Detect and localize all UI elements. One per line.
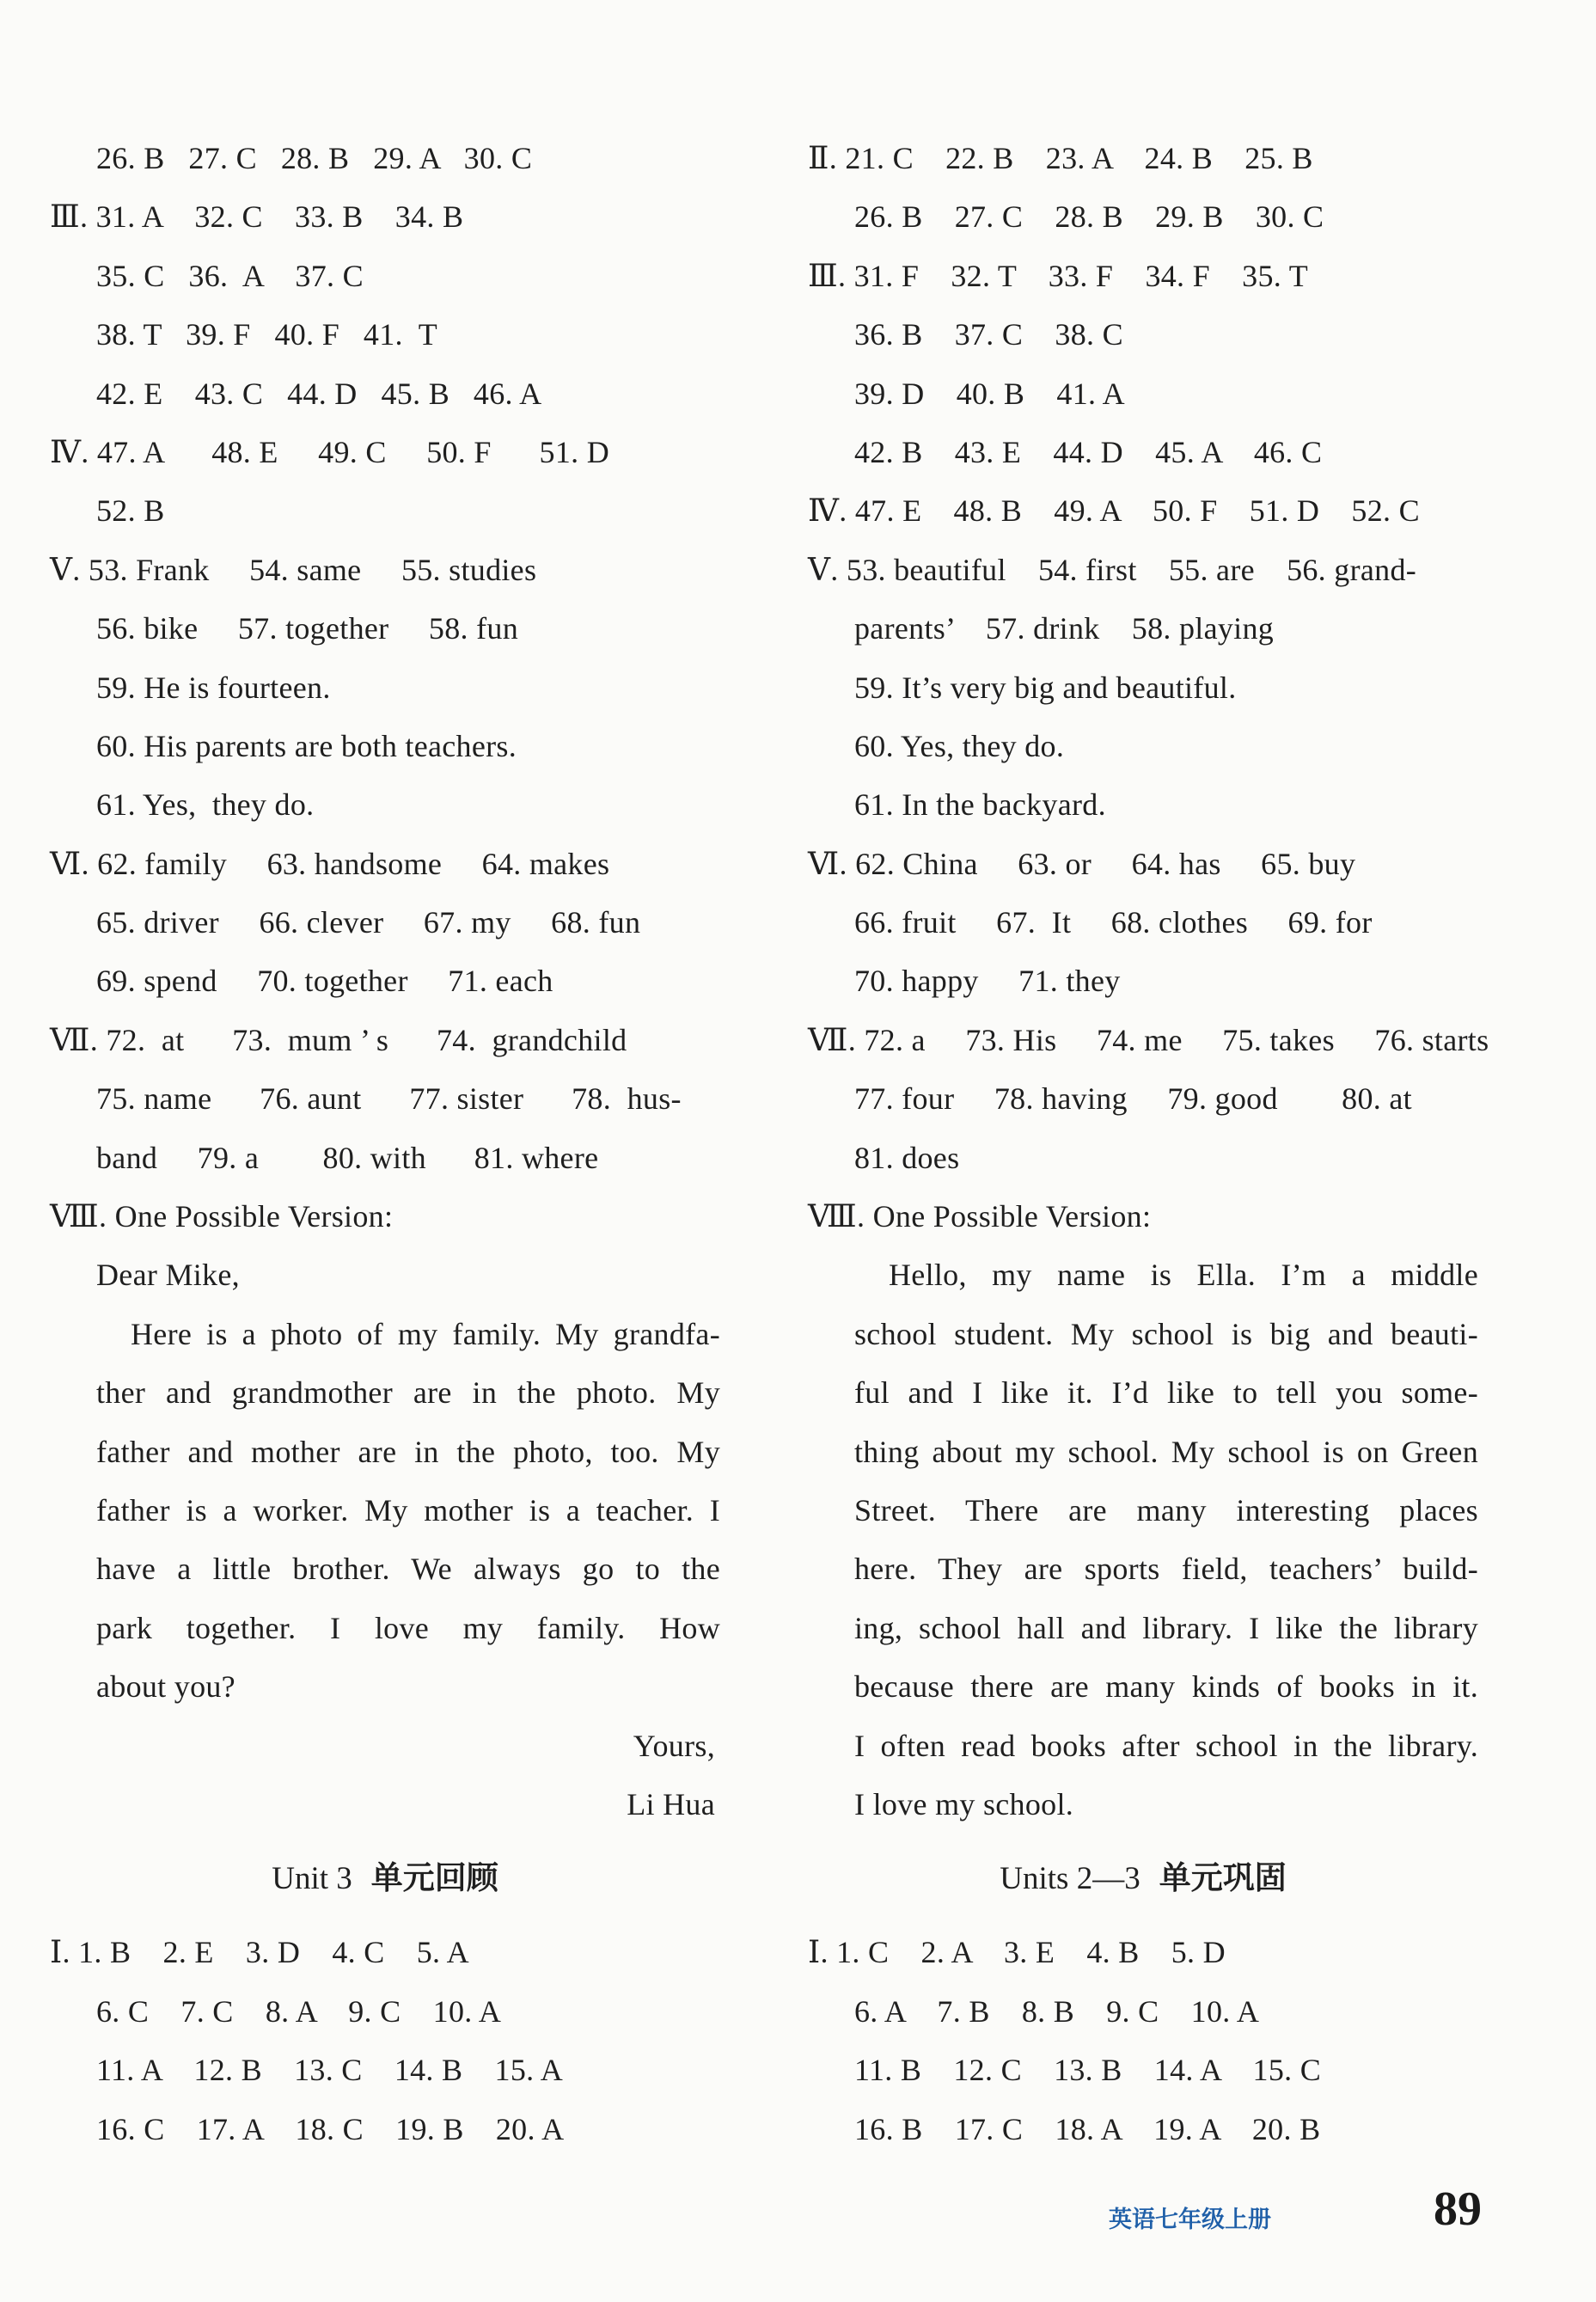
heading-title: 单元回顾	[370, 1859, 498, 1897]
answer-line: Ⅶ. 72. a 73. His 74. me 75. takes 76. starts	[808, 1022, 1489, 1057]
page-number: 89	[1434, 2183, 1482, 2236]
essay-line: thing about my school. My school is on Green	[854, 1434, 1478, 1469]
answer-line: 42. E 43. C 44. D 45. B 46. A	[96, 376, 542, 411]
section-heading-unit-3	[50, 1834, 720, 1923]
answer-line: band 79. a 80. with 81. where	[96, 1140, 599, 1175]
answer-line: Ⅲ. 31. A 32. C 33. B 34. B	[50, 199, 464, 235]
essay-line: I often read books after school in the library.	[854, 1728, 1478, 1763]
answer-line: 16. B 17. C 18. A 19. A 20. B	[854, 2111, 1321, 2146]
answer-line: 39. D 40. B 41. A	[854, 376, 1125, 411]
answer-line: 16. C 17. A 18. C 19. B 20. A	[96, 2111, 565, 2146]
left-column	[50, 129, 720, 2158]
letter-greeting: Dear Mike,	[96, 1258, 240, 1293]
answer-line: 6. C 7. C 8. A 9. C 10. A	[96, 1993, 502, 2029]
answer-line: 11. B 12. C 13. B 14. A 15. C	[854, 2053, 1322, 2088]
essay-line: here. They are sports field, teachers’ build-	[854, 1552, 1478, 1587]
answer-line: parents’ 57. drink 58. playing	[854, 611, 1275, 646]
essay-line: school student. My school is big and beauti-	[854, 1316, 1478, 1351]
answer-line: 61. In the backyard.	[854, 787, 1106, 823]
essay-line: ful and I like it. I’d like to tell you some-	[854, 1375, 1478, 1411]
letter-signature: Li Hua	[627, 1786, 715, 1821]
heading-title: 单元巩固	[1159, 1859, 1287, 1897]
essay-line: Street. There are many interesting places	[854, 1492, 1478, 1528]
answer-line: 66. fruit 67. It 68. clothes 69. for	[854, 905, 1373, 940]
answer-line: 11. A 12. B 13. C 14. B 15. A	[96, 2053, 564, 2088]
answer-line: 52. B	[96, 493, 165, 529]
answer-line: Ⅵ. 62. family 63. handsome 64. makes	[50, 846, 610, 881]
letter-line: have a little brother. We always go to the	[96, 1552, 720, 1587]
essay-line: I love my school.	[854, 1786, 1074, 1821]
answer-line: Ⅲ. 31. F 32. T 33. F 34. F 35. T	[808, 258, 1309, 293]
answer-line: 60. Yes, they do.	[854, 728, 1065, 763]
answer-line: 65. driver 66. clever 67. my 68. fun	[96, 905, 641, 940]
letter-line: ther and grandmother are in the photo. My	[96, 1375, 720, 1411]
section-label: Ⅷ. One Possible Version:	[50, 1199, 394, 1234]
answer-line: 35. C 36. A 37. C	[96, 258, 364, 293]
section-heading-units-2-3	[808, 1834, 1478, 1923]
letter-line: father is a worker. My mother is a teacher. I	[96, 1492, 720, 1528]
answer-line: 70. happy 71. they	[854, 964, 1121, 999]
answer-line: 26. B 27. C 28. B 29. B 30. C	[854, 199, 1324, 235]
answer-line: 60. His parents are both teachers.	[96, 728, 517, 763]
answer-line: Ⅰ. 1. C 2. A 3. E 4. B 5. D	[808, 1935, 1226, 1970]
answer-line: Ⅰ. 1. B 2. E 3. D 4. C 5. A	[50, 1935, 469, 1970]
answer-line: 42. B 43. E 44. D 45. A 46. C	[854, 434, 1323, 469]
answer-line: 59. He is fourteen.	[96, 670, 331, 705]
letter-line: Here is a photo of my family. My grandfa-	[131, 1316, 720, 1351]
answer-line: 38. T 39. F 40. F 41. T	[96, 317, 438, 352]
answer-line: Ⅴ. 53. beautiful 54. first 55. are 56. grand-	[808, 552, 1417, 587]
answer-line: 56. bike 57. together 58. fun	[96, 611, 519, 646]
answer-line: 59. It’s very big and beautiful.	[854, 670, 1237, 705]
answer-line: 61. Yes, they do.	[96, 787, 315, 823]
letter-line: park together. I love my family. How	[96, 1610, 720, 1645]
answer-line: Ⅳ. 47. A 48. E 49. C 50. F 51. D	[50, 434, 610, 469]
letter-line: about you?	[96, 1669, 235, 1705]
answer-line: 6. A 7. B 8. B 9. C 10. A	[854, 1993, 1260, 2029]
answer-line: Ⅱ. 21. C 22. B 23. A 24. B 25. B	[808, 141, 1313, 175]
right-column	[808, 129, 1489, 2158]
letter-closing: Yours,	[633, 1728, 715, 1763]
answer-line: 77. four 78. having 79. good 80. at	[854, 1081, 1412, 1117]
answer-line: 36. B 37. C 38. C	[854, 317, 1123, 352]
answer-line: 75. name 76. aunt 77. sister 78. hus-	[96, 1081, 682, 1117]
answer-line: 81. does	[854, 1140, 960, 1175]
answer-line: Ⅳ. 47. E 48. B 49. A 50. F 51. D 52. C	[808, 493, 1420, 529]
essay-line: ing, school hall and library. I like the library	[854, 1610, 1478, 1645]
essay-line: because there are many kinds of books in it.	[854, 1669, 1478, 1705]
heading-unit: Unit 3	[272, 1861, 352, 1897]
section-label: Ⅷ. One Possible Version:	[808, 1199, 1152, 1234]
answer-line: Ⅴ. 53. Frank 54. same 55. studies	[50, 552, 537, 587]
footer-subject: 英语七年级上册	[1109, 2207, 1271, 2233]
answer-line: Ⅵ. 62. China 63. or 64. has 65. buy	[808, 846, 1356, 881]
letter-line: father and mother are in the photo, too. My	[96, 1434, 720, 1469]
answer-line: 69. spend 70. together 71. each	[96, 964, 553, 999]
answer-line: 26. B 27. C 28. B 29. A 30. C	[96, 141, 533, 175]
essay-line: Hello, my name is Ella. I’m a middle	[889, 1258, 1478, 1293]
answer-line: Ⅶ. 72. at 73. mum ’ s 74. grandchild	[50, 1022, 627, 1057]
heading-unit: Units 2—3	[1000, 1861, 1140, 1897]
